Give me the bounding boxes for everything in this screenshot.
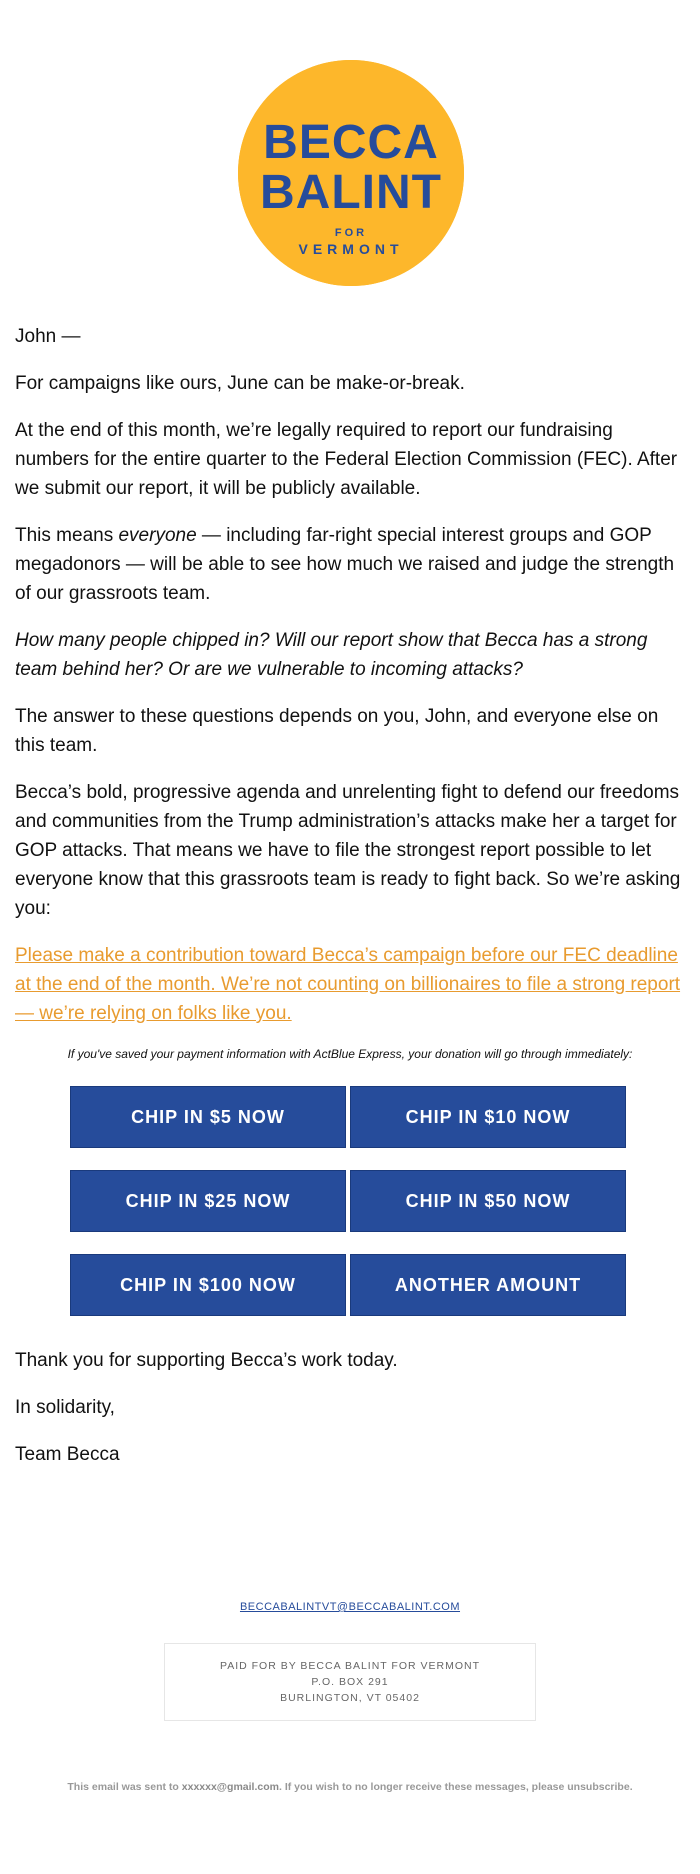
chip-in-10-button[interactable]: CHIP IN $10 NOW <box>350 1086 626 1148</box>
signoff: In solidarity, <box>15 1397 115 1418</box>
paragraph-3-emphasis: everyone <box>118 525 197 546</box>
city-line: BURLINGTON, VT 05402 <box>280 1692 420 1704</box>
closing <box>0 1346 700 1469</box>
button-row-2 <box>70 1170 630 1232</box>
po-box-line: P.O. BOX 291 <box>311 1676 389 1688</box>
contact-email-link[interactable]: BECCABALINTVT@BECCABALINT.COM <box>239 1601 461 1613</box>
paragraph-5: The answer to these questions depends on you, John, and everyone else on this team. <box>15 706 659 756</box>
header <box>0 0 700 300</box>
logo-line1: BECCA <box>263 116 439 169</box>
logo-line2: BALINT <box>260 166 442 219</box>
paragraph-6: Becca’s bold, progressive agenda and unrelenting fight to defend our freedoms and communities from the Trump administration’s attacks make her a target for GOP attacks. That means we have to file the strongest report possible to let everyone know that this grassroots team is ready to fight back. So we’re asking you: <box>15 782 681 919</box>
button-row-3 <box>70 1254 630 1316</box>
paragraph-2: At the end of this month, we’re legally required to report our fundraising numbers for the entire quarter to the Federal Election Commission (FEC). After we submit our report, it will be publicly available. <box>15 420 678 499</box>
thanks-line: Thank you for supporting Becca’s work today. <box>15 1350 398 1371</box>
chip-in-5-button[interactable]: CHIP IN $5 NOW <box>70 1086 346 1148</box>
paid-for-disclaimer <box>164 1643 536 1721</box>
signature: Team Becca <box>15 1444 120 1465</box>
unsub-text-start: This email was sent to <box>67 1781 182 1793</box>
button-row-1 <box>70 1086 630 1148</box>
logo-for: FOR <box>334 227 368 239</box>
paragraph-3-end: — including far-right special interest groups and GOP megadonors — will be able to see how much we raised and judge the strength of our grassroots team. <box>15 525 675 604</box>
actblue-express-note: If you've saved your payment information with ActBlue Express, your donation will go through immediately: <box>67 1047 633 1061</box>
recipient-email: xxxxxx@gmail.com <box>181 1781 279 1793</box>
unsub-text-end[interactable]: . If you wish to no longer receive these messages, please unsubscribe. <box>278 1781 633 1793</box>
logo-graphic <box>238 60 464 286</box>
paid-for-line: PAID FOR BY BECCA BALINT FOR VERMONT <box>219 1660 481 1672</box>
another-amount-button[interactable]: ANOTHER AMOUNT <box>350 1254 626 1316</box>
paragraph-3-start: This means <box>15 525 119 546</box>
chip-in-100-button[interactable]: CHIP IN $100 NOW <box>70 1254 346 1316</box>
greeting: John — <box>15 326 81 347</box>
donation-buttons <box>70 1086 630 1316</box>
message-content <box>0 322 700 1028</box>
cta-link[interactable]: Please make a contribution toward Becca’s campaign before our FEC deadline at the end of the month. We’re not counting on billionaires to file a strong report — we’re relying on folks like you. <box>15 945 681 1024</box>
footer <box>0 1597 700 1793</box>
paragraph-1: For campaigns like ours, June can be make-or-break. <box>15 373 465 394</box>
chip-in-50-button[interactable]: CHIP IN $50 NOW <box>350 1170 626 1232</box>
campaign-logo[interactable] <box>238 60 464 286</box>
chip-in-25-button[interactable]: CHIP IN $25 NOW <box>70 1170 346 1232</box>
unsubscribe-notice <box>0 1781 700 1793</box>
logo-state: VERMONT <box>298 241 404 257</box>
paragraph-4-text: How many people chipped in? Will our report show that Becca has a strong team behind her? Or are we vulnerable to incoming attacks? <box>15 630 648 680</box>
paragraph-4-italic <box>15 626 685 684</box>
cta-paragraph <box>15 941 685 1028</box>
paragraph-3 <box>15 521 685 608</box>
